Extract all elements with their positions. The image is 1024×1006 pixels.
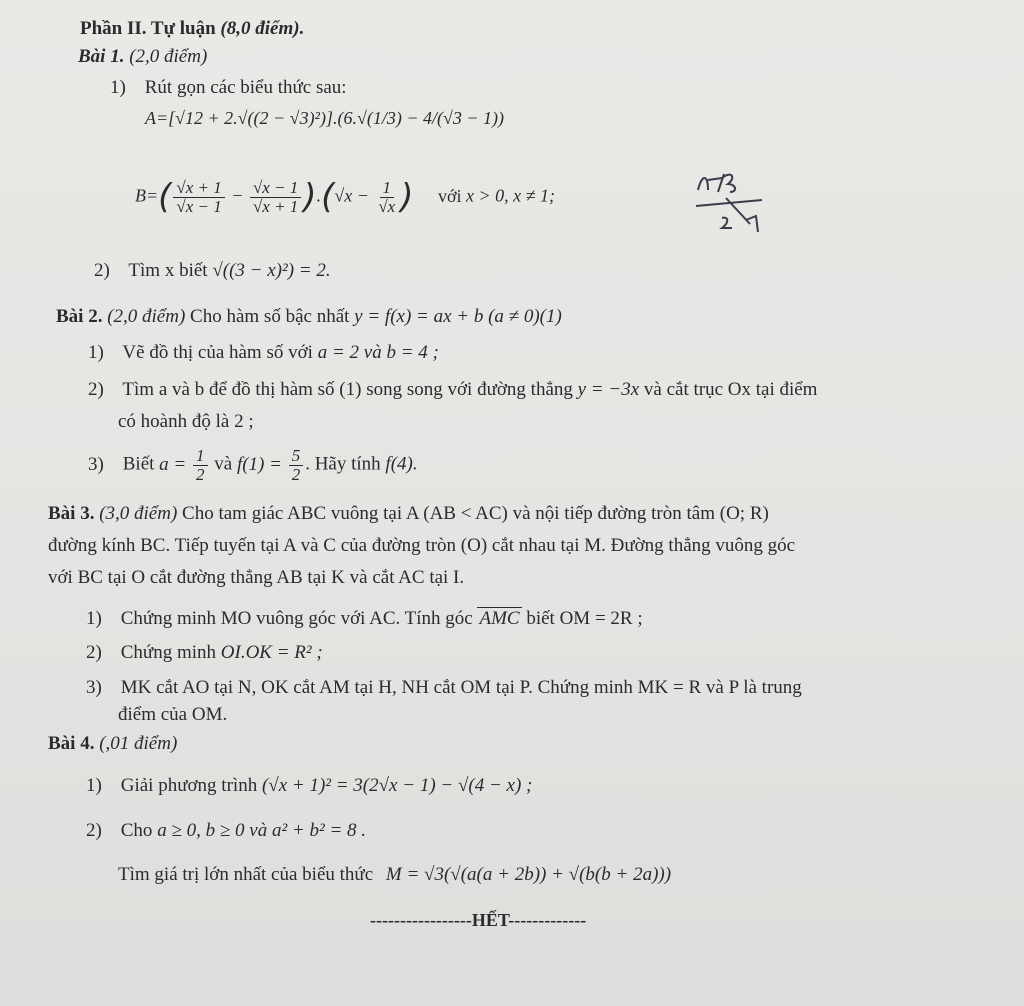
bai3-line3-text: với BC tại O cắt đường thẳng AB tại K và cắt AC tại I. [48, 567, 465, 588]
bai3-q1-angle: AMC [479, 608, 520, 629]
bai1-title: Bài 1. [78, 46, 125, 67]
bai1-q2-num: 2) [94, 260, 110, 281]
bai2-q2-num: 2) [88, 379, 104, 400]
bai4-q2-num: 2) [86, 820, 102, 841]
bai1-q2-eq: √((3 − x)²) = 2. [212, 260, 331, 281]
part-points: (8,0 điểm). [220, 18, 305, 39]
bai1-heading [78, 46, 207, 68]
bai2-q1-val: a = 2 và b = 4 ; [317, 342, 439, 363]
bai2-q3-text1: Biết [122, 453, 155, 475]
bai3-q2 [86, 642, 323, 664]
bai4-points: (,01 điểm) [99, 733, 178, 754]
part-heading [80, 18, 304, 40]
bai4-title: Bài 4. [48, 733, 95, 754]
bai3-q2-eq: OI.OK = R² ; [220, 642, 323, 663]
bai2-q2-line1b: và cắt trục Ox tại điểm [643, 379, 818, 400]
bai2-title: Bài 2. [56, 306, 103, 327]
bai3-q3 [86, 677, 802, 699]
expression-b: B=( $\frac{√x + 1}{√x - 1}$ − $\frac{√x - 1}{√x + 1}$ ).(√x − $\frac{1}{√x}$ ) với x > 0, x ≠ 1; [135, 177, 556, 217]
bai1-q1-text: Rút gọn các biểu thức sau: [144, 77, 347, 98]
bai2-q3: 3) Biết a = $\frac{1}{2}$ và f(1) = $\frac{5}{2}$ . Hãy tính f(4). [88, 446, 418, 484]
bai1-q1-num: 1) [110, 77, 126, 98]
bai3-line2 [48, 535, 795, 557]
bai3-q3-line2: điểm của OM. [118, 704, 228, 725]
bai1-q2 [94, 260, 331, 282]
bai3-line2-text: đường kính BC. Tiếp tuyến tại A và C của đường tròn (O) cắt nhau tại M. Đường thẳng vuông góc [48, 535, 796, 556]
frac-b1: $\frac{√x + 1}{√x - 1}$ [173, 179, 224, 216]
bai3-q3-line1: MK cắt AO tại N, OK cắt AM tại H, NH cắt OM tại P. Chứng minh MK = R và P là trung [120, 677, 802, 698]
bai3-q1-num: 1) [86, 608, 102, 629]
expression-b-cond-word: với [438, 185, 462, 206]
expression-a-text: A=[√12 + 2.√((2 − √3)²)].(6.√(1/3) − 4/(√3 − 1)) [145, 108, 504, 128]
bai2-q2 [88, 379, 817, 401]
bai2-heading [56, 306, 562, 328]
frac-b3: $\frac{1}{√x}$ [378, 178, 396, 217]
bai2-q1-text: Vẽ đồ thị của hàm số với [122, 342, 313, 363]
part-title: Phần II. Tự luận [80, 18, 216, 39]
bai3-line3 [48, 567, 464, 589]
bai2-q1-num: 1) [88, 342, 104, 363]
bai3-title: Bài 3. [48, 503, 95, 524]
bai4-q1-eq: (√x + 1)² = 3(2√x − 1) − √(4 − x) ; [261, 775, 533, 796]
handwritten-scribble [692, 166, 772, 236]
bai4-q1 [86, 775, 532, 797]
bai2-q2-line2: có hoành độ là 2 ; [118, 411, 254, 432]
expression-b-cond: x > 0, x ≠ 1; [466, 185, 556, 206]
bai3-q2-text: Chứng minh [120, 642, 217, 663]
bai4-q2-cont [118, 864, 671, 886]
bai2-q1 [88, 342, 439, 364]
bai4-q1-num: 1) [86, 775, 102, 796]
bai4-q2-cond: a ≥ 0, b ≥ 0 và a² + b² = 8 . [157, 820, 367, 841]
bai2-q2-eq: y = −3x [577, 379, 640, 400]
bai4-q2-text: Cho [120, 820, 153, 841]
bai1-q1 [110, 77, 347, 99]
bai2-q2-line1: Tìm a và b để đồ thị hàm số (1) song song với đường thẳng [122, 379, 573, 400]
end-marker: -----------------HẾT------------- [370, 910, 587, 930]
bai2-q3-text2: và [214, 453, 233, 475]
frac-five-half: $\frac{5}{2}$ [289, 447, 304, 484]
frac-a-half: $\frac{1}{2}$ [193, 447, 208, 484]
bai1-q2-text: Tìm x biết [128, 260, 208, 281]
bai4-heading [48, 733, 177, 755]
bai3-q1-text2: biết OM = 2R ; [526, 608, 643, 629]
bai3-line1-text: Cho tam giác ABC vuông tại A (AB < AC) và nội tiếp đường tròn tâm (O; R) [182, 503, 769, 524]
bai3-q3-num: 3) [86, 677, 102, 698]
bai4-q2-line2: Tìm giá trị lớn nhất của biểu thức [118, 864, 374, 885]
bai4-q2-eq: M = √3(√(a(a + 2b)) + √(b(b + 2a))) [385, 864, 672, 885]
bai2-q3-num: 3) [88, 453, 104, 475]
expression-b-prefix: B= [135, 185, 159, 206]
bai2-q3-text4: f(4). [385, 453, 418, 475]
bai3-points: (3,0 điểm) [99, 503, 178, 524]
bai3-q2-num: 2) [86, 642, 102, 663]
bai3-line1 [48, 503, 769, 525]
bai2-q2-cont [118, 411, 254, 433]
bai2-q3-text3: . Hãy tính [305, 453, 381, 475]
bai4-q2 [86, 820, 366, 842]
bai2-text: Cho hàm số bậc nhất [190, 306, 350, 327]
expression-a [145, 108, 504, 129]
bai2-func: y = f(x) = ax + b (a ≠ 0)(1) [354, 306, 562, 327]
bai3-q3-cont [118, 704, 227, 726]
bai4-q1-text: Giải phương trình [120, 775, 258, 796]
bai3-q1 [86, 608, 643, 630]
bai2-points: (2,0 điểm) [107, 306, 186, 327]
bai1-points: (2,0 điểm) [129, 46, 208, 67]
bai3-q1-text: Chứng minh MO vuông góc với AC. Tính góc [120, 608, 473, 629]
frac-b2: $\frac{√x - 1}{√x + 1}$ [250, 179, 301, 216]
